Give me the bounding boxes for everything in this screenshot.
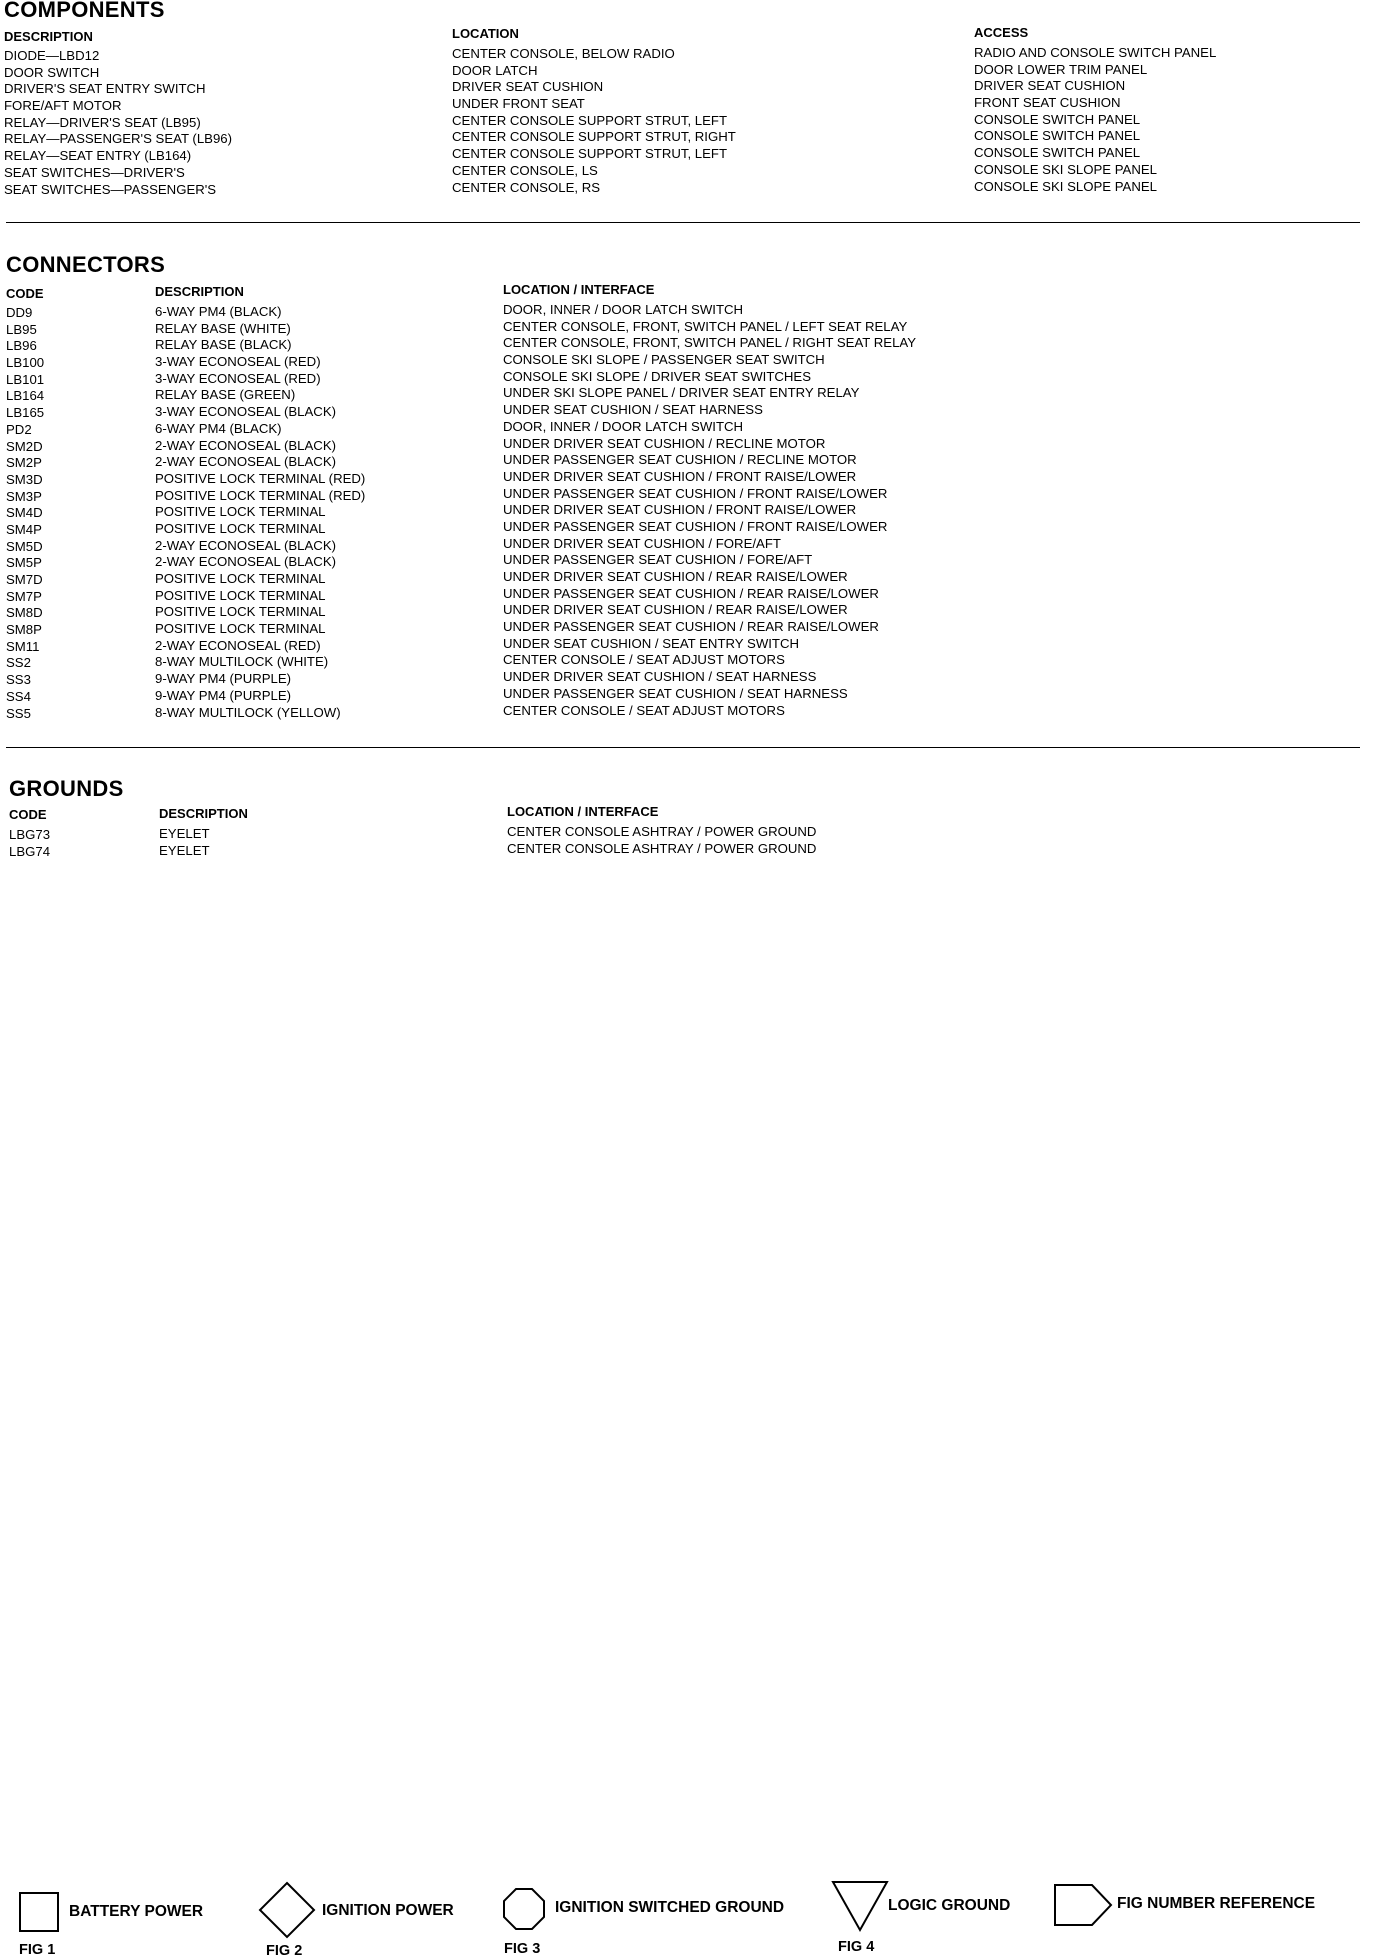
connectors-row-code: DD9 — [6, 305, 33, 320]
components-row-description: DRIVER'S SEAT ENTRY SWITCH — [4, 81, 206, 97]
connectors-row-code: SM2P — [6, 455, 42, 471]
components-header-location: LOCATION — [452, 26, 519, 41]
connectors-row-description: 2-WAY ECONOSEAL (BLACK) — [155, 454, 337, 470]
components-row-access: CONSOLE SKI SLOPE PANEL — [974, 178, 1157, 194]
grounds-header-location: LOCATION / INTERFACE — [507, 804, 659, 819]
connectors-row-location: UNDER PASSENGER SEAT CUSHION / FORE/AFT — [503, 552, 813, 568]
connectors-row-description: POSITIVE LOCK TERMINAL — [155, 571, 326, 586]
grounds-row-location: CENTER CONSOLE ASHTRAY / POWER GROUND — [507, 840, 817, 856]
connectors-row-description: RELAY BASE (GREEN) — [155, 387, 296, 403]
connectors-row-code: SM8P — [6, 622, 42, 638]
connectors-row-description: RELAY BASE (WHITE) — [155, 320, 291, 336]
components-title: COMPONENTS — [4, 0, 165, 22]
components-row-location: CENTER CONSOLE, RS — [452, 179, 601, 195]
connectors-row-location: CENTER CONSOLE, FRONT, SWITCH PANEL / RIGHT SEAT RELAY — [503, 335, 917, 351]
connectors-row-description: 2-WAY ECONOSEAL (BLACK) — [155, 554, 337, 570]
components-header-access: ACCESS — [974, 25, 1029, 40]
connectors-header-description: DESCRIPTION — [155, 284, 244, 299]
connectors-row-code: LB101 — [6, 371, 45, 387]
connectors-row-location: UNDER PASSENGER SEAT CUSHION / FRONT RAISE/LOWER — [503, 485, 888, 501]
connectors-row-code: LB100 — [6, 355, 45, 371]
connectors-row-location: CENTER CONSOLE, FRONT, SWITCH PANEL / LEFT SEAT RELAY — [503, 318, 908, 334]
connectors-row-code: LB95 — [6, 321, 37, 337]
connectors-row-code: SM7D — [6, 572, 43, 587]
connectors-row-location: UNDER DRIVER SEAT CUSHION / REAR RAISE/LOWER — [503, 602, 848, 618]
connectors-row-location: CONSOLE SKI SLOPE / PASSENGER SEAT SWITCH — [503, 352, 825, 368]
components-row-access: CONSOLE SKI SLOPE PANEL — [974, 161, 1157, 177]
components-row-description: RELAY—DRIVER'S SEAT (LB95) — [4, 114, 201, 130]
grounds-row-description: EYELET — [159, 842, 210, 858]
connectors-row-description: 3-WAY ECONOSEAL (BLACK) — [155, 404, 337, 420]
connectors-row-location: UNDER PASSENGER SEAT CUSHION / RECLINE MOTOR — [503, 452, 857, 468]
pentagon-arrow-icon — [1054, 1884, 1112, 1926]
connectors-row-code: SS5 — [6, 705, 31, 721]
connectors-row-location: CENTER CONSOLE / SEAT ADJUST MOTORS — [503, 702, 785, 718]
connectors-row-description: 3-WAY ECONOSEAL (RED) — [155, 354, 321, 370]
connectors-code-column — [6, 305, 44, 722]
connectors-row-location: UNDER DRIVER SEAT CUSHION / FRONT RAISE/LOWER — [503, 502, 857, 518]
connectors-row-code: SM3P — [6, 488, 42, 504]
grounds-header-description: DESCRIPTION — [159, 806, 248, 821]
connectors-row-code: LB165 — [6, 405, 45, 421]
connectors-row-location: DOOR, INNER / DOOR LATCH SWITCH — [503, 418, 744, 434]
connectors-row-code: SM4D — [6, 505, 43, 521]
components-row-description: RELAY—SEAT ENTRY (LB164) — [4, 148, 192, 164]
grounds-row-code: LBG73 — [9, 827, 51, 842]
components-row-description: DOOR SWITCH — [4, 64, 100, 80]
components-row-description: RELAY—PASSENGER'S SEAT (LB96) — [4, 131, 233, 147]
fig-label: FIG 2 — [266, 1943, 303, 1959]
legend-label: IGNITION POWER — [322, 1902, 454, 1919]
fig-label: FIG 1 — [19, 1942, 56, 1958]
components-description-column — [4, 48, 232, 198]
connectors-row-location: UNDER DRIVER SEAT CUSHION / FRONT RAISE/LOWER — [503, 468, 857, 484]
fig-label: FIG 4 — [838, 1939, 875, 1955]
connectors-row-code: SM8D — [6, 605, 43, 621]
connectors-row-code: SM7P — [6, 588, 42, 604]
section-divider — [6, 222, 1360, 223]
grounds-row-location: CENTER CONSOLE ASHTRAY / POWER GROUND — [507, 824, 817, 839]
connectors-title: CONNECTORS — [6, 252, 166, 277]
connectors-row-code: SM4P — [6, 521, 42, 537]
connectors-row-description: 6-WAY PM4 (BLACK) — [155, 420, 282, 436]
connectors-row-location: UNDER PASSENGER SEAT CUSHION / FRONT RAISE/LOWER — [503, 518, 888, 534]
components-row-access: DRIVER SEAT CUSHION — [974, 78, 1126, 94]
connectors-row-code: SM3D — [6, 471, 43, 487]
connectors-row-code: SS2 — [6, 655, 31, 671]
connectors-row-code: SM2D — [6, 438, 43, 454]
grounds-header-code: CODE — [9, 807, 47, 822]
connectors-row-description: POSITIVE LOCK TERMINAL — [155, 504, 326, 520]
connectors-row-location: UNDER SKI SLOPE PANEL / DRIVER SEAT ENTRY RELAY — [503, 385, 860, 401]
legend-label: IGNITION SWITCHED GROUND — [555, 1899, 785, 1916]
square-icon — [19, 1892, 59, 1932]
legend-label: FIG NUMBER REFERENCE — [1117, 1895, 1316, 1912]
connectors-row-code: PD2 — [6, 421, 32, 437]
components-access-column — [974, 45, 1216, 195]
connectors-row-location: UNDER SEAT CUSHION / SEAT ENTRY SWITCH — [503, 635, 800, 651]
connectors-row-description: POSITIVE LOCK TERMINAL (RED) — [155, 487, 366, 503]
connectors-row-code: LB96 — [6, 338, 37, 354]
connectors-row-code: SM5P — [6, 555, 42, 571]
fig-label: FIG 3 — [504, 1941, 541, 1957]
connectors-row-description: 9-WAY PM4 (PURPLE) — [155, 671, 292, 687]
components-row-description: SEAT SWITCHES—PASSENGER'S — [4, 181, 217, 197]
connectors-row-location: UNDER DRIVER SEAT CUSHION / FORE/AFT — [503, 535, 781, 551]
connectors-row-code: SM5D — [6, 538, 43, 554]
connectors-row-description: 8-WAY MULTILOCK (WHITE) — [155, 654, 329, 670]
components-location-column — [452, 46, 736, 196]
components-row-location: UNDER FRONT SEAT — [452, 96, 585, 112]
octagon-icon — [503, 1888, 545, 1930]
connectors-row-location: CONSOLE SKI SLOPE / DRIVER SEAT SWITCHES — [503, 368, 812, 384]
connectors-row-code: SS4 — [6, 688, 31, 704]
connectors-row-location: UNDER PASSENGER SEAT CUSHION / REAR RAISE/LOWER — [503, 619, 879, 635]
connectors-row-description: 3-WAY ECONOSEAL (RED) — [155, 370, 321, 386]
grounds-code-column — [9, 827, 50, 860]
diamond-icon — [259, 1882, 315, 1938]
components-row-access: CONSOLE SWITCH PANEL — [974, 145, 1141, 161]
connectors-row-description: 8-WAY MULTILOCK (YELLOW) — [155, 704, 341, 720]
components-row-access: CONSOLE SWITCH PANEL — [974, 128, 1141, 144]
connectors-row-location: CENTER CONSOLE / SEAT ADJUST MOTORS — [503, 652, 785, 668]
components-row-access: DOOR LOWER TRIM PANEL — [974, 61, 1148, 77]
connectors-row-description: 2-WAY ECONOSEAL (RED) — [155, 637, 321, 653]
legend-label: LOGIC GROUND — [888, 1897, 1011, 1914]
connectors-description-column — [155, 304, 365, 721]
components-row-location: CENTER CONSOLE, LS — [452, 162, 598, 178]
connectors-row-description: 2-WAY ECONOSEAL (BLACK) — [155, 537, 337, 553]
connectors-row-code: SM11 — [6, 638, 40, 654]
connectors-row-code: SS3 — [6, 672, 31, 688]
components-row-access: CONSOLE SWITCH PANEL — [974, 111, 1141, 127]
components-row-location: CENTER CONSOLE SUPPORT STRUT, RIGHT — [452, 129, 736, 145]
components-row-location: DOOR LATCH — [452, 62, 538, 78]
connectors-row-description: 6-WAY PM4 (BLACK) — [155, 304, 282, 319]
section-divider — [6, 747, 1360, 748]
connectors-row-code: LB164 — [6, 388, 45, 404]
grounds-location-column — [507, 824, 816, 857]
grounds-row-description: EYELET — [159, 826, 210, 841]
components-row-location: CENTER CONSOLE, BELOW RADIO — [452, 46, 675, 61]
components-header-description: DESCRIPTION — [4, 29, 93, 44]
grounds-title: GROUNDS — [9, 776, 124, 801]
connectors-row-location: UNDER PASSENGER SEAT CUSHION / REAR RAISE/LOWER — [503, 585, 879, 601]
connectors-row-description: POSITIVE LOCK TERMINAL — [155, 604, 326, 620]
connectors-location-column — [503, 302, 916, 719]
connectors-row-location: UNDER PASSENGER SEAT CUSHION / SEAT HARNESS — [503, 685, 848, 701]
connectors-row-description: POSITIVE LOCK TERMINAL (RED) — [155, 470, 366, 486]
connectors-row-description: POSITIVE LOCK TERMINAL — [155, 587, 326, 603]
triangle-down-icon — [832, 1881, 888, 1931]
connectors-row-location: UNDER SEAT CUSHION / SEAT HARNESS — [503, 402, 763, 418]
components-row-location: CENTER CONSOLE SUPPORT STRUT, LEFT — [452, 112, 728, 128]
connectors-row-location: UNDER DRIVER SEAT CUSHION / REAR RAISE/LOWER — [503, 569, 848, 584]
connectors-header-location: LOCATION / INTERFACE — [503, 282, 655, 297]
connectors-row-description: 9-WAY PM4 (PURPLE) — [155, 687, 292, 703]
grounds-description-column — [159, 826, 210, 859]
connectors-row-description: RELAY BASE (BLACK) — [155, 337, 292, 353]
components-row-description: DIODE—LBD12 — [4, 48, 100, 63]
components-row-description: FORE/AFT MOTOR — [4, 98, 122, 114]
components-row-access: FRONT SEAT CUSHION — [974, 95, 1121, 111]
legend-label: BATTERY POWER — [69, 1903, 204, 1920]
connectors-row-location: UNDER DRIVER SEAT CUSHION / SEAT HARNESS — [503, 669, 817, 685]
components-row-location: CENTER CONSOLE SUPPORT STRUT, LEFT — [452, 146, 728, 162]
connectors-row-location: UNDER DRIVER SEAT CUSHION / RECLINE MOTOR — [503, 435, 826, 451]
grounds-row-code: LBG74 — [9, 843, 51, 859]
components-row-access: RADIO AND CONSOLE SWITCH PANEL — [974, 45, 1217, 60]
connectors-row-location: DOOR, INNER / DOOR LATCH SWITCH — [503, 302, 744, 317]
connectors-header-code: CODE — [6, 286, 44, 301]
connectors-row-description: POSITIVE LOCK TERMINAL — [155, 621, 326, 637]
components-row-description: SEAT SWITCHES—DRIVER'S — [4, 164, 185, 180]
components-row-location: DRIVER SEAT CUSHION — [452, 79, 604, 95]
connectors-row-description: 2-WAY ECONOSEAL (BLACK) — [155, 437, 337, 453]
connectors-row-description: POSITIVE LOCK TERMINAL — [155, 520, 326, 536]
